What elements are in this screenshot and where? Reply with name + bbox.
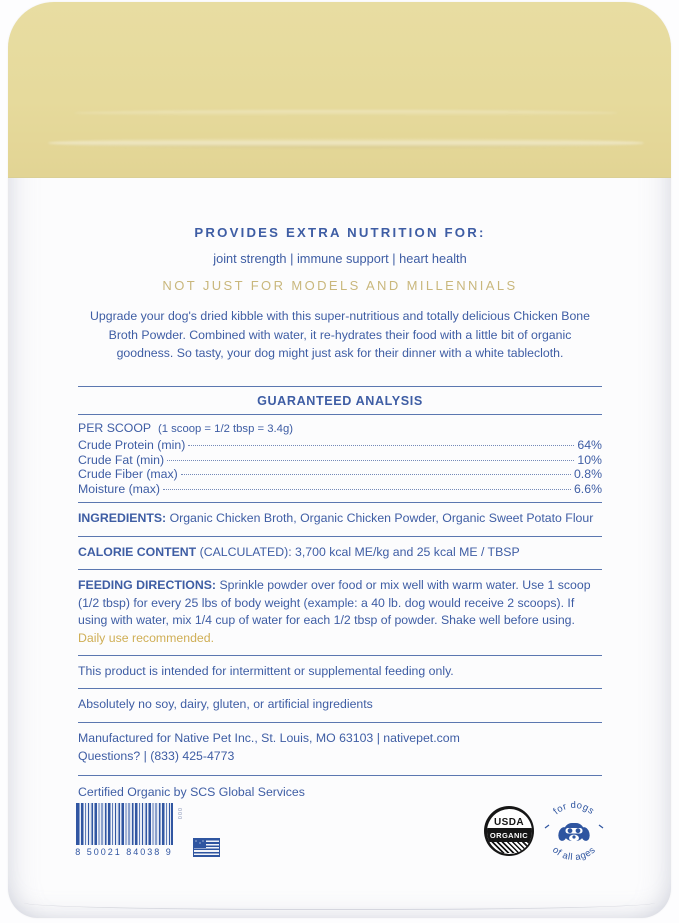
calorie-text: (CALCULATED): 3,700 kcal ME/kg and 25 kcal ME / TBSP: [199, 544, 520, 559]
us-flag-icon: [193, 838, 220, 857]
badge-dash-right: [599, 825, 603, 828]
dotted-leader: [188, 445, 574, 446]
badge-bottom-text: of all ages: [550, 844, 598, 864]
bag-top-tan-panel: [8, 2, 671, 178]
usda-organic-seal: [484, 806, 534, 856]
row-label: Moisture (max): [78, 481, 160, 496]
table-row: [78, 467, 602, 482]
ingredients-text: Organic Chicken Broth, Organic Chicken Powder, Organic Sweet Potato Flour: [169, 511, 594, 526]
row-label: Crude Fiber (max): [78, 467, 178, 482]
dotted-leader: [181, 474, 571, 475]
badge-top-text: for dogs: [551, 799, 597, 818]
usda-seal-band-text: ORGANIC: [487, 828, 532, 842]
headline-benefits: joint strength | immune support | heart health: [213, 251, 467, 267]
upc-barcode: [68, 803, 180, 857]
usda-seal-hatch: [487, 842, 532, 854]
package-bag: [8, 2, 671, 918]
headline-tagline: NOT JUST FOR MODELS AND MILLENNIALS: [162, 278, 518, 294]
calorie-content-line: [78, 537, 602, 570]
manufacturer-line: Manufactured for Native Pet Inc., St. Louis, MO 63103 | nativepet.com: [78, 730, 460, 745]
ingredients-label: INGREDIENTS:: [78, 511, 167, 526]
row-value: 6.6%: [573, 481, 602, 496]
row-value: 10%: [577, 452, 602, 467]
barcode-bars: [76, 803, 173, 845]
usda-seal-top-text: USDA: [494, 817, 524, 829]
table-row: [78, 453, 602, 468]
row-value: 64%: [577, 438, 602, 453]
bag-bottom-seam: [24, 894, 655, 910]
per-scoop-line: [78, 420, 602, 437]
per-scoop-label: PER SCOOP: [78, 421, 152, 436]
intermittent-feeding-statement: This product is intended for intermittent or supplemental feeding only.: [78, 656, 602, 689]
guaranteed-analysis-title: GUARANTEED ANALYSIS: [257, 393, 423, 408]
row-value: 0.8%: [573, 467, 602, 482]
manufacturer-block: [78, 723, 602, 776]
ingredients-line: [78, 503, 602, 536]
guaranteed-analysis-table: [78, 414, 602, 503]
feeding-directions: [78, 570, 602, 656]
certification-line: Certified Organic by SCS Global Services: [78, 784, 305, 799]
barcode-digits: 8 50021 84038 9: [75, 847, 173, 857]
row-label: Crude Protein (min): [78, 438, 186, 453]
badge-dash-left: [545, 825, 549, 828]
questions-line: Questions? | (833) 425-4773: [78, 748, 235, 763]
feeding-label: FEEDING DIRECTIONS:: [78, 578, 217, 593]
dotted-leader: [167, 460, 574, 461]
row-label: Crude Fat (min): [78, 452, 165, 467]
back-label: [78, 224, 602, 800]
feeding-highlight: Daily use recommended.: [78, 630, 215, 645]
calorie-label: CALORIE CONTENT: [78, 544, 197, 559]
feeding-text: Sprinkle powder over food or mix well with warm water. Use 1 scoop (1/2 tbsp) for every 25 lbs of body weight (example: a 40 lb. dog would receive 2 scoops). If using with water, mix 1/4 cup of water for each 1/2 tbsp of powder. Shake well before using.: [78, 578, 591, 628]
usda-seal-inner: [487, 809, 532, 854]
intro-paragraph: Upgrade your dog's dried kibble with this super-nutritious and totally delicious Chicken Bone Broth Powder. Combined with water, it re-hydrates their food with a little bit of organic goodness. So tasty, your dog might just ask for their dinner with a white tablecloth.: [90, 309, 590, 361]
guaranteed-analysis-header: [78, 386, 602, 415]
dotted-leader: [163, 489, 571, 490]
table-row: [78, 438, 602, 453]
no-soy-statement: Absolutely no soy, dairy, gluten, or artificial ingredients: [78, 689, 602, 722]
bag-fold-highlight: [74, 110, 618, 116]
barcode-side-code: 000: [176, 808, 182, 821]
dog-head-icon: [557, 823, 591, 842]
for-dogs-of-all-ages-badge: [536, 794, 612, 870]
per-scoop-note: (1 scoop = 1/2 tbsp = 3.4g): [157, 423, 293, 436]
flag-canton: [194, 839, 206, 848]
table-row: [78, 482, 602, 497]
headline-title: PROVIDES EXTRA NUTRITION FOR:: [194, 225, 486, 240]
bag-zipper-crease: [48, 138, 645, 148]
dog-badge-svg: [536, 794, 612, 870]
